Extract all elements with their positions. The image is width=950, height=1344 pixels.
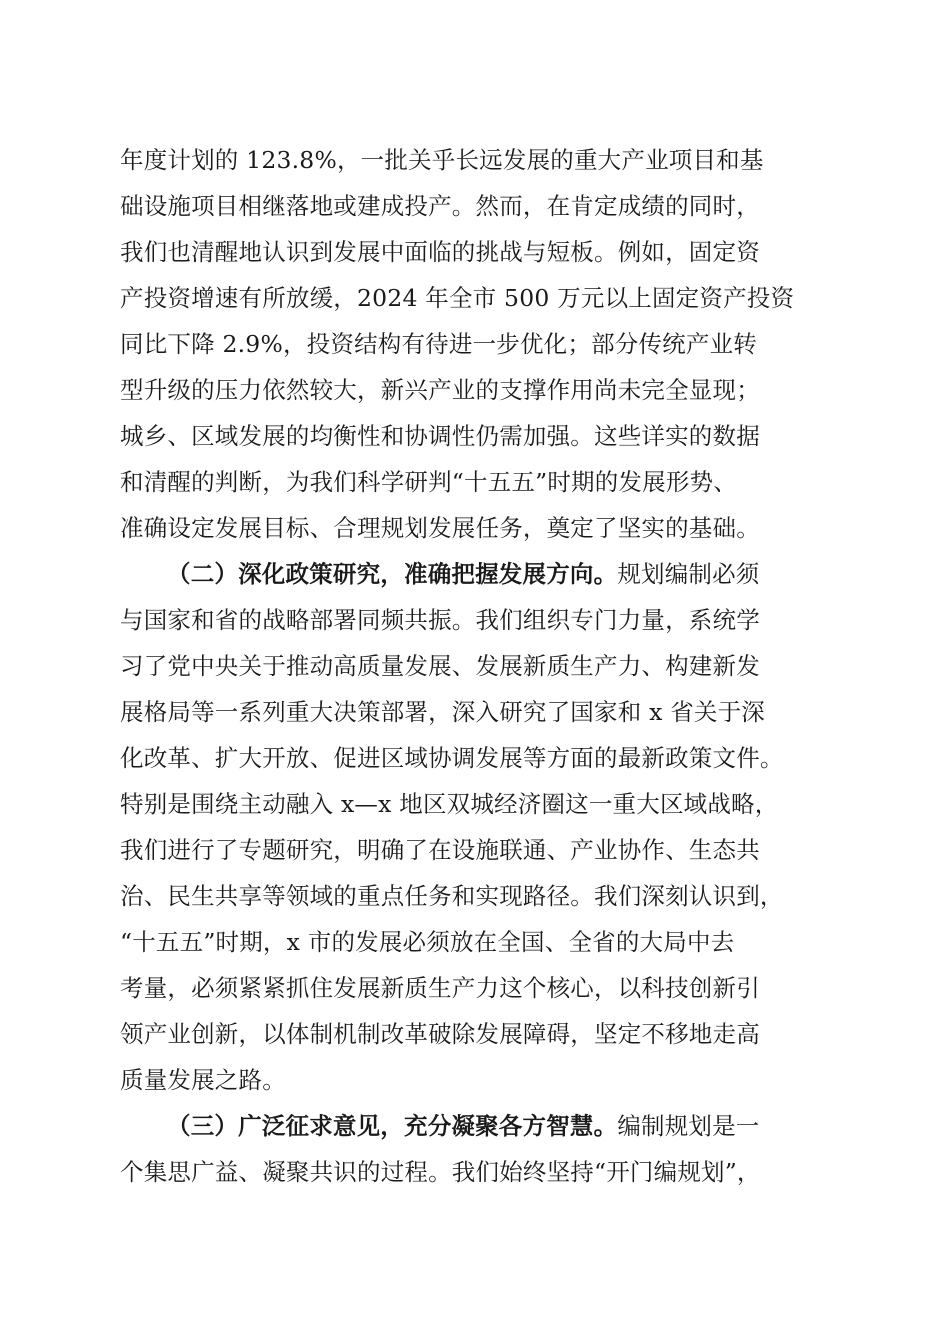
paragraph-3-line-2: 个集思广益、凝聚共识的过程。我们始终坚持“开门编规划”， (120, 1158, 761, 1186)
paragraph-1-line-1: 年度计划的 123.8%，一批关乎长远发展的重大产业项目和基 (120, 146, 764, 174)
paragraph-2-first-line-text: 规划编制必须 (617, 560, 760, 588)
paragraph-3-first-line-text: 编制规划是一 (617, 1112, 760, 1140)
paragraph-2-line-7: 我们进行了专题研究，明确了在设施联通、产业协作、生态共 (120, 836, 760, 864)
paragraph-2-line-2: 与国家和省的战略部署同频共振。我们组织专门力量，系统学 (120, 606, 760, 634)
paragraph-2-line-6: 特别是围绕主动融入 x—x 地区双城经济圈这一重大区域战略， (120, 790, 779, 818)
paragraph-2-line-8: 治、民生共享等领域的重点任务和实现路径。我们深刻认识到， (120, 882, 784, 910)
paragraph-1-line-9: 准确设定发展目标、合理规划发展任务，奠定了坚实的基础。 (120, 514, 760, 542)
paragraph-2-line-3: 习了党中央关于推动高质量发展、发展新质生产力、构建新发 (120, 652, 760, 680)
section-heading-3: （三）广泛征求意见，充分凝聚各方智慧。 (167, 1112, 618, 1140)
paragraph-3-first-line (167, 1106, 760, 1146)
paragraph-2-first-line (167, 554, 760, 594)
paragraph-2-line-11: 领产业创新，以体制机制改革破除发展障碍，坚定不移地走高 (120, 1020, 760, 1048)
paragraph-1-line-3: 我们也清醒地认识到发展中面临的挑战与短板。例如，固定资 (120, 238, 760, 266)
paragraph-2-line-10: 考量，必须紧紧抓住发展新质生产力这个核心，以科技创新引 (120, 974, 760, 1002)
paragraph-2-line-5: 化改革、扩大开放、促进区域协调发展等方面的最新政策文件。 (120, 744, 784, 772)
paragraph-1-line-2: 础设施项目相继落地或建成投产。然而，在肯定成绩的同时， (120, 192, 760, 220)
paragraph-2-line-4: 展格局等一系列重大决策部署，深入研究了国家和 x 省关于深 (120, 698, 765, 726)
paragraph-1-line-8: 和清醒的判断，为我们科学研判“十五五”时期的发展形势、 (120, 468, 737, 496)
section-heading-2: （二）深化政策研究，准确把握发展方向。 (167, 560, 618, 588)
paragraph-1-line-6: 型升级的压力依然较大，新兴产业的支撑作用尚未完全显现； (120, 376, 760, 404)
paragraph-1-line-5: 同比下降 2.9%，投资结构有待进一步优化；部分传统产业转 (120, 330, 757, 358)
paragraph-1-line-7: 城乡、区域发展的均衡性和协调性仍需加强。这些详实的数据 (120, 422, 760, 450)
paragraph-2-line-12: 质量发展之路。 (120, 1066, 286, 1094)
paragraph-2-line-9: “十五五”时期，x 市的发展必须放在全国、全省的大局中去 (120, 928, 735, 956)
paragraph-1-line-4: 产投资增速有所放缓，2024 年全市 500 万元以上固定资产投资 (120, 284, 795, 312)
